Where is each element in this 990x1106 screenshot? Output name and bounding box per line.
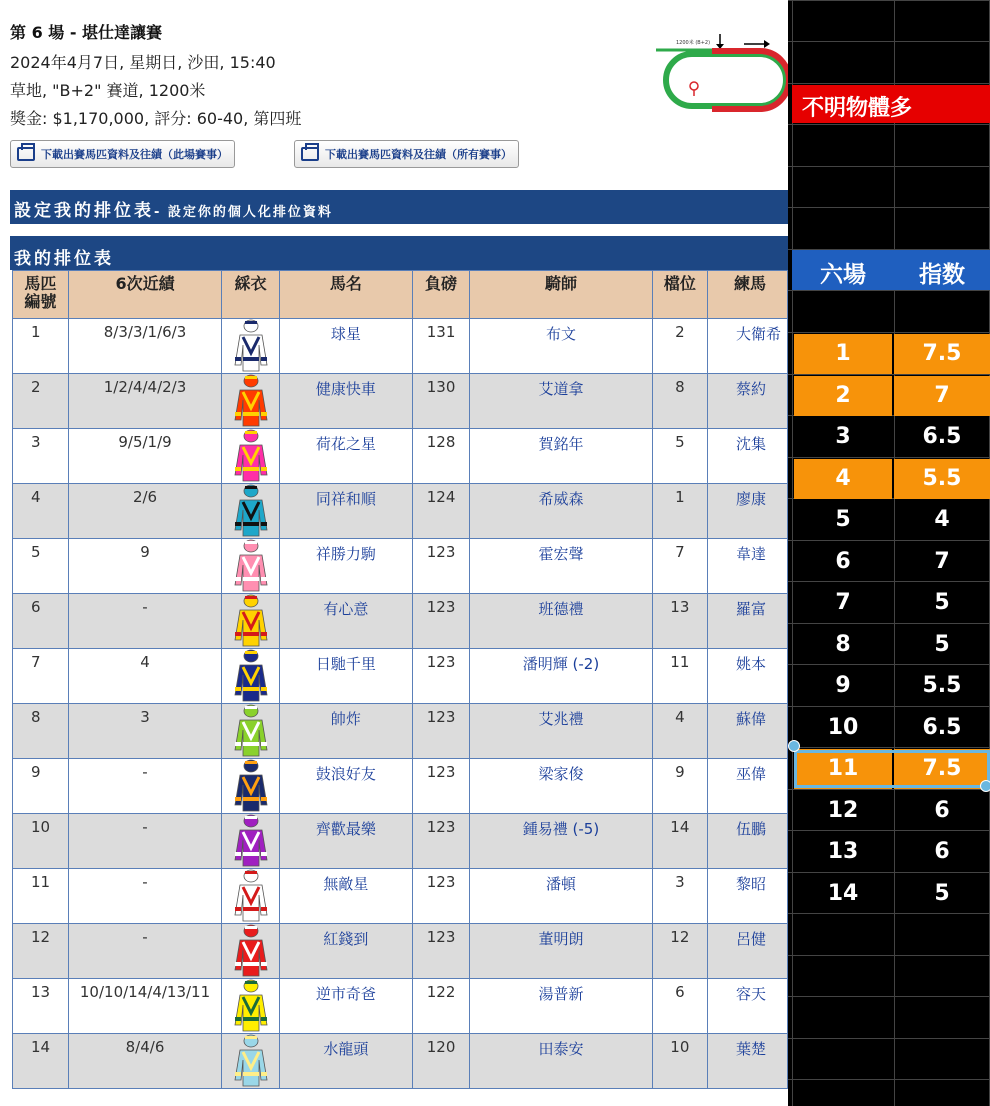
runner-jockey[interactable]: 潘明輝 (-2) (470, 649, 652, 704)
runner-trainer[interactable]: 大衛希 (708, 319, 788, 374)
runner-name[interactable]: 鼓浪好友 (279, 759, 412, 814)
sheet-race-cell[interactable]: 1 (794, 334, 892, 374)
silk-cell (222, 759, 280, 814)
sheet-race-cell[interactable]: 13 (827, 839, 859, 864)
sheet-index-cell[interactable]: 6 (934, 797, 950, 823)
runner-draw: 7 (652, 539, 707, 594)
download-all-label: 下載出賽馬匹資料及往績（所有賽事） (325, 148, 512, 161)
silk-cell (222, 539, 280, 594)
runner-name[interactable]: 同祥和順 (279, 484, 412, 539)
track-map-icon (652, 30, 788, 120)
runner-draw: 11 (652, 649, 707, 704)
runner-form: 4 (68, 649, 222, 704)
runner-trainer[interactable]: 黎昭 (708, 869, 788, 924)
runner-name[interactable]: 紅錢到 (279, 924, 412, 979)
sheet-index-cell[interactable]: 5.5 (922, 673, 962, 698)
runner-weight: 122 (412, 979, 470, 1034)
sheet-index-cell[interactable]: 6.5 (922, 714, 962, 740)
sheet-race-cell[interactable]: 11 (794, 749, 892, 789)
runner-no: 8 (13, 704, 69, 759)
sheet-index-cell[interactable]: 7 (934, 548, 950, 574)
col-header-weight: 負磅 (412, 271, 470, 319)
silk-cell (222, 649, 280, 704)
runner-no: 5 (13, 539, 69, 594)
runner-weight: 123 (412, 759, 470, 814)
runner-jockey[interactable]: 鍾易禮 (-5) (470, 814, 652, 869)
runner-no: 12 (13, 924, 69, 979)
table-header-row (13, 271, 788, 319)
table-row (13, 649, 788, 704)
sheet-race-cell[interactable]: 4 (794, 459, 892, 499)
runner-no: 7 (13, 649, 69, 704)
jockey-silk-icon (234, 814, 268, 868)
runner-form: - (68, 759, 222, 814)
runner-form: 9/5/1/9 (68, 429, 222, 484)
sheet-index-cell[interactable]: 5 (934, 631, 950, 657)
runner-draw: 10 (652, 1034, 707, 1089)
sheet-race-cell[interactable]: 2 (794, 376, 892, 416)
runner-trainer[interactable]: 巫偉 (708, 759, 788, 814)
runners-table (12, 270, 788, 1089)
runner-draw: 13 (652, 594, 707, 649)
runner-trainer[interactable]: 蔡約 (708, 374, 788, 429)
runner-no: 6 (13, 594, 69, 649)
download-this-label: 下載出賽馬匹資料及往績（此場賽事） (41, 148, 228, 161)
spreadsheet-panel (788, 0, 990, 1106)
download-this-race-button[interactable] (10, 140, 235, 168)
runner-draw: 12 (652, 924, 707, 979)
runner-draw: 2 (652, 319, 707, 374)
table-row (13, 539, 788, 594)
jockey-silk-icon (234, 374, 268, 428)
runner-weight: 123 (412, 594, 470, 649)
download-all-races-button[interactable] (294, 140, 519, 168)
table-row (13, 319, 788, 374)
runner-jockey[interactable]: 董明朗 (470, 924, 652, 979)
runner-draw: 1 (652, 484, 707, 539)
runner-weight: 123 (412, 649, 470, 704)
runner-form: 10/10/14/4/13/11 (68, 979, 222, 1034)
runner-jockey[interactable]: 霍宏聲 (470, 539, 652, 594)
jockey-silk-icon (234, 539, 268, 593)
runner-draw: 8 (652, 374, 707, 429)
runner-trainer[interactable]: 容天 (708, 979, 788, 1034)
runner-form: 8/4/6 (68, 1034, 222, 1089)
sheet-index-cell[interactable]: 6 (934, 839, 950, 864)
runner-trainer[interactable]: 葉楚 (708, 1034, 788, 1089)
jockey-silk-icon (234, 594, 268, 648)
col-header-name: 馬名 (279, 271, 412, 319)
col-header-jockey: 騎師 (470, 271, 652, 319)
sheet-banner-cell[interactable]: 不明物體多 (792, 85, 990, 123)
table-row (13, 869, 788, 924)
runner-form: 8/3/3/1/6/3 (68, 319, 222, 374)
silk-cell (222, 924, 280, 979)
runner-no: 3 (13, 429, 69, 484)
runner-name[interactable]: 水龍頭 (279, 1034, 412, 1089)
sheet-race-cell[interactable]: 7 (835, 590, 851, 615)
runner-trainer[interactable]: 沈集 (708, 429, 788, 484)
runner-name[interactable]: 祥勝力駒 (279, 539, 412, 594)
table-row (13, 484, 788, 539)
runner-form: 3 (68, 704, 222, 759)
runner-trainer[interactable]: 蘇偉 (708, 704, 788, 759)
table-row (13, 814, 788, 869)
sheet-index-cell[interactable]: 5.5 (894, 459, 990, 499)
runner-jockey[interactable]: 賀銘年 (470, 429, 652, 484)
runner-draw: 9 (652, 759, 707, 814)
race-course: 草地, "B+2" 賽道, 1200米 (10, 81, 206, 100)
runner-no: 10 (13, 814, 69, 869)
runner-weight: 130 (412, 374, 470, 429)
runner-draw: 6 (652, 979, 707, 1034)
silk-cell (222, 869, 280, 924)
runner-name[interactable]: 日馳千里 (279, 649, 412, 704)
col-header-form: 6次近績 (68, 271, 222, 319)
table-row (13, 1034, 788, 1089)
runner-trainer[interactable]: 姚本 (708, 649, 788, 704)
runner-name[interactable]: 逆市奇爸 (279, 979, 412, 1034)
silk-cell (222, 319, 280, 374)
jockey-silk-icon (234, 869, 268, 923)
runner-weight: 131 (412, 319, 470, 374)
sheet-index-cell[interactable]: 4 (934, 507, 950, 532)
silk-cell (222, 979, 280, 1034)
runner-no: 14 (13, 1034, 69, 1089)
sheet-race-cell[interactable]: 3 (835, 424, 851, 449)
runner-jockey[interactable]: 田泰安 (470, 1034, 652, 1089)
setup-title: 設定我的排位表 (14, 201, 154, 221)
runner-name[interactable]: 有心意 (279, 594, 412, 649)
printer-icon (301, 147, 319, 161)
sheet-race-cell[interactable]: 14 (827, 880, 859, 906)
runner-trainer[interactable]: 廖康 (708, 484, 788, 539)
jockey-silk-icon (234, 924, 268, 978)
jockey-silk-icon (234, 649, 268, 703)
track-label: 1200米 (B+2) (676, 40, 711, 46)
runner-jockey[interactable]: 艾兆禮 (470, 704, 652, 759)
runner-form: 9 (68, 539, 222, 594)
runner-jockey[interactable]: 梁家俊 (470, 759, 652, 814)
silk-cell (222, 1034, 280, 1089)
jockey-silk-icon (234, 429, 268, 483)
runner-name[interactable]: 健康快車 (279, 374, 412, 429)
runner-no: 9 (13, 759, 69, 814)
runner-trainer[interactable]: 羅富 (708, 594, 788, 649)
runner-weight: 123 (412, 869, 470, 924)
table-row (13, 979, 788, 1034)
silk-cell (222, 484, 280, 539)
jockey-silk-icon (234, 759, 268, 813)
runner-form: - (68, 814, 222, 869)
jockey-silk-icon (234, 979, 268, 1033)
table-row (13, 704, 788, 759)
selection-handle-top-left[interactable] (788, 740, 800, 752)
sheet-race-cell[interactable]: 8 (835, 631, 851, 657)
runner-name[interactable]: 球星 (279, 319, 412, 374)
runner-trainer[interactable]: 伍鵬 (708, 814, 788, 869)
jockey-silk-icon (234, 1034, 268, 1088)
runner-no: 11 (13, 869, 69, 924)
silk-cell (222, 374, 280, 429)
runner-jockey[interactable]: 希威森 (470, 484, 652, 539)
race-date-venue: 2024年4月7日, 星期日, 沙田, 15:40 (10, 53, 276, 72)
sheet-index-cell[interactable]: 5 (934, 880, 950, 906)
col-header-silks: 綵衣 (222, 271, 280, 319)
runner-trainer[interactable]: 韋達 (708, 539, 788, 594)
col-header-trainer: 練馬 (708, 271, 788, 319)
runner-jockey[interactable]: 布文 (470, 319, 652, 374)
runner-no: 2 (13, 374, 69, 429)
sheet-race-cell[interactable]: 12 (827, 797, 859, 823)
runner-weight: 123 (412, 924, 470, 979)
table-row (13, 759, 788, 814)
runner-weight: 120 (412, 1034, 470, 1089)
sheet-race-cell[interactable]: 10 (827, 714, 859, 740)
silk-cell (222, 704, 280, 759)
cell-selection-box[interactable] (794, 750, 990, 788)
runner-form: - (68, 594, 222, 649)
col-header-draw: 檔位 (652, 271, 707, 319)
runner-form: 2/6 (68, 484, 222, 539)
runner-name[interactable]: 荷花之星 (279, 429, 412, 484)
sheet-index-cell[interactable]: 7 (894, 376, 990, 416)
runner-name[interactable]: 無敵星 (279, 869, 412, 924)
selection-handle-bottom-right[interactable] (980, 780, 990, 792)
runner-weight: 124 (412, 484, 470, 539)
runner-jockey[interactable]: 湯普新 (470, 979, 652, 1034)
race-prize: 獎金: $1,170,000, 評分: 60-40, 第四班 (10, 109, 302, 128)
table-row (13, 429, 788, 484)
silk-cell (222, 594, 280, 649)
jockey-silk-icon (234, 484, 268, 538)
col-header-no: 馬匹 編號 (13, 271, 69, 319)
jockey-silk-icon (234, 319, 268, 373)
runner-no: 4 (13, 484, 69, 539)
sheet-header-index[interactable]: 指数 (894, 250, 990, 290)
runner-name[interactable]: 帥炸 (279, 704, 412, 759)
table-row (13, 374, 788, 429)
runner-weight: 128 (412, 429, 470, 484)
runner-no: 1 (13, 319, 69, 374)
sheet-index-cell[interactable]: 6.5 (922, 424, 962, 449)
my-table-bar: 我的排位表 (10, 236, 788, 270)
runner-no: 13 (13, 979, 69, 1034)
race-title: 第 6 場 - 堪仕達讓賽 (10, 23, 163, 42)
sheet-index-cell[interactable]: 5 (934, 590, 950, 615)
runner-draw: 4 (652, 704, 707, 759)
runner-form: - (68, 924, 222, 979)
sheet-index-cell[interactable]: 7.5 (894, 334, 990, 374)
runner-draw: 3 (652, 869, 707, 924)
sheet-race-cell[interactable]: 6 (835, 548, 851, 574)
setup-subtitle: - 設定你的個人化排位資料 (154, 205, 333, 220)
jockey-silk-icon (234, 704, 268, 758)
table-row (13, 924, 788, 979)
runner-weight: 123 (412, 539, 470, 594)
setup-table-bar[interactable] (10, 190, 788, 224)
runner-form: - (68, 869, 222, 924)
table-row (13, 594, 788, 649)
runner-trainer[interactable]: 呂健 (708, 924, 788, 979)
runner-draw: 14 (652, 814, 707, 869)
sheet-header-race[interactable]: 六場 (792, 250, 894, 290)
silk-cell (222, 814, 280, 869)
runner-weight: 123 (412, 814, 470, 869)
runner-weight: 123 (412, 704, 470, 759)
sheet-index-cell[interactable]: 7.5 (894, 749, 990, 789)
runner-jockey[interactable]: 潘頓 (470, 869, 652, 924)
silk-cell (222, 429, 280, 484)
sheet-race-cell[interactable]: 5 (835, 507, 851, 532)
runner-draw: 5 (652, 429, 707, 484)
runner-name[interactable]: 齊歡最樂 (279, 814, 412, 869)
runner-form: 1/2/4/4/2/3 (68, 374, 222, 429)
runner-jockey[interactable]: 班德禮 (470, 594, 652, 649)
sheet-race-cell[interactable]: 9 (835, 673, 851, 698)
runner-jockey[interactable]: 艾道拿 (470, 374, 652, 429)
printer-icon (17, 147, 35, 161)
